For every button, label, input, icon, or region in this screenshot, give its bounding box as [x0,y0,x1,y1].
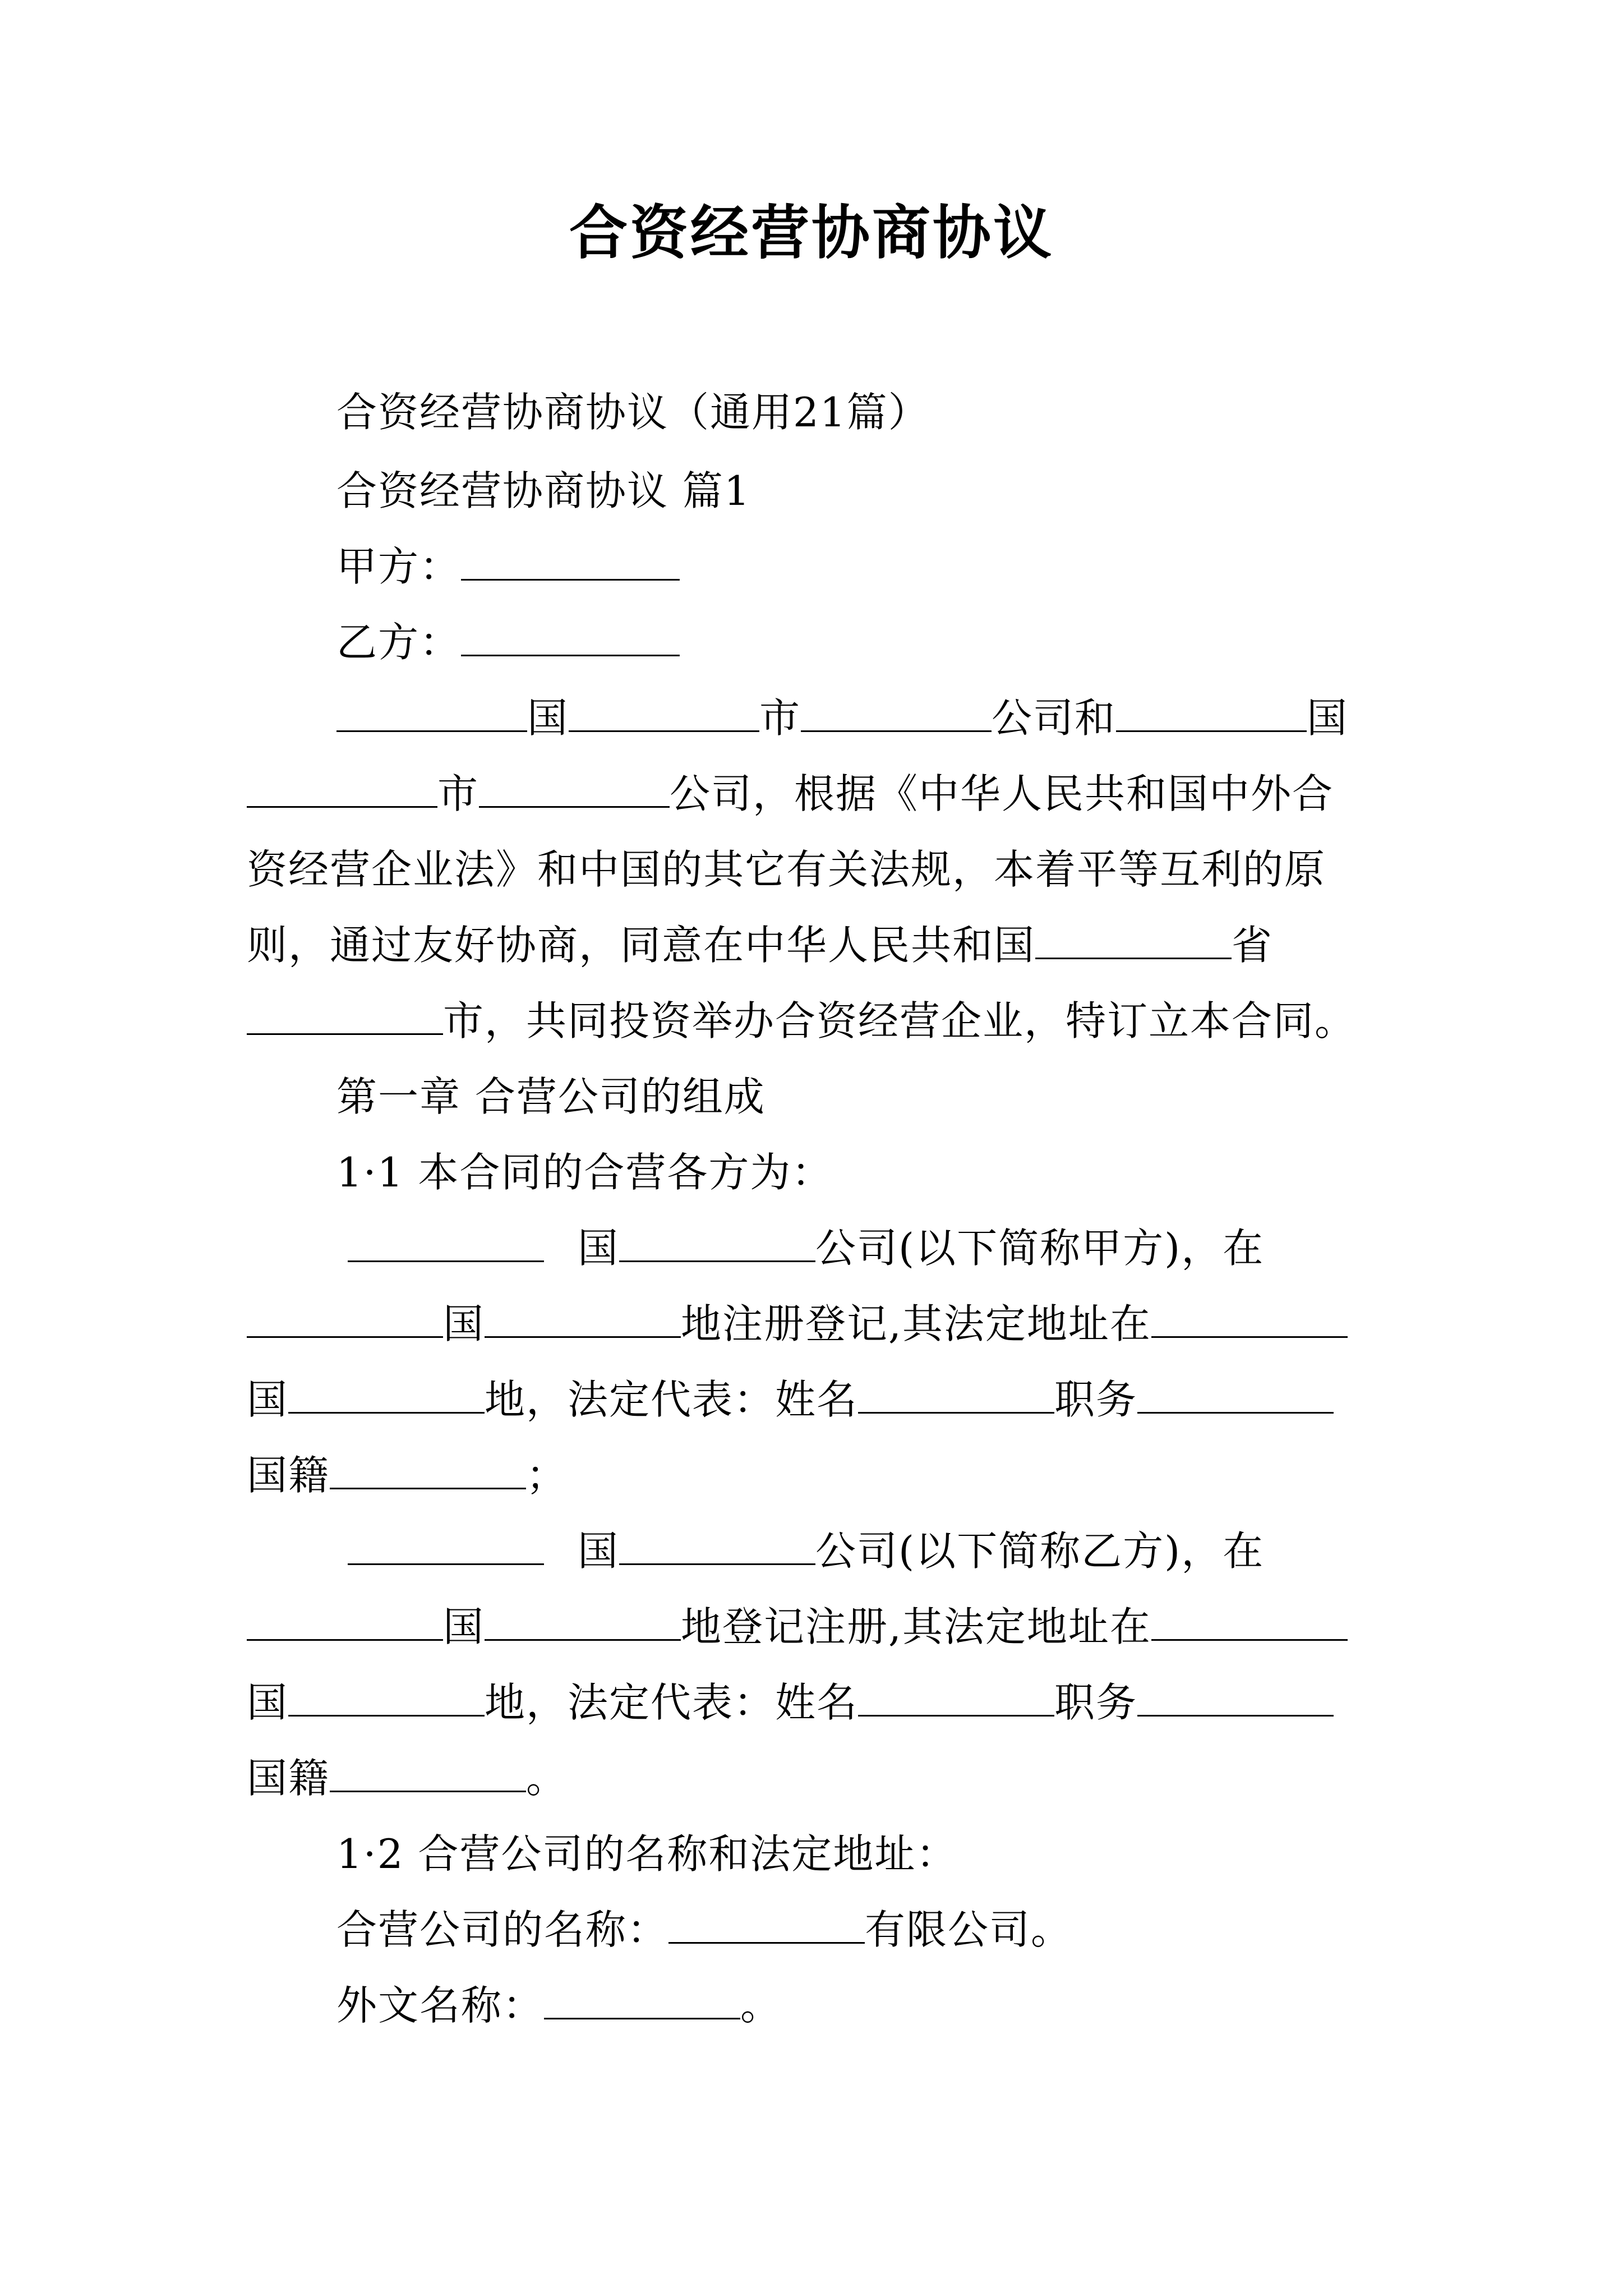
text: 市，共同投资举办合资经营企业，特订立本合同。 [443,997,1357,1045]
text: 公司(以下简称乙方)，在 [815,1527,1265,1575]
blank [247,789,437,808]
intro-line-3: 资经营企业法》和中国的其它有关法规，本着平等互利的原 [247,846,1326,893]
jv-name-blank [668,1925,865,1944]
blank [1137,1395,1334,1414]
text: 公司，根据《中华人民共和国中外合 [670,770,1334,817]
blank [330,1774,526,1792]
blank [247,1622,443,1641]
jv-name-suffix: 有限公司。 [865,1906,1073,1953]
party-a-line [336,539,680,595]
blank [1035,941,1232,959]
jv-name-line [336,1902,1072,1958]
text: 国 [1307,694,1349,742]
blank [336,714,527,732]
text: 职务 [1054,1376,1138,1423]
text: 省 [1232,922,1274,969]
blank [858,1395,1054,1414]
text: 国 [247,1679,289,1726]
blank [619,1244,815,1262]
text: 市 [437,770,479,817]
blank [348,1547,544,1565]
blank [569,714,759,732]
blank [858,1698,1054,1717]
foreign-name-label: 外文名称： [336,1982,545,2029]
text: 。 [526,1755,568,1802]
party-b-label: 乙方： [336,619,462,666]
party-b-clause-line-3 [247,1674,1334,1731]
blank [247,1319,443,1338]
text: 公司和 [992,694,1117,742]
party-b-blank [461,638,680,656]
party-a-clause-line-4 [247,1447,568,1503]
party-a-clause-line-1 [348,1220,1264,1276]
text: 国 [578,1527,620,1575]
text: 国籍 [247,1452,330,1499]
blank [619,1547,815,1565]
party-a-label: 甲方： [336,543,462,590]
text: 地登记注册,其法定地址在 [681,1603,1151,1650]
intro-line-2 [247,766,1334,822]
blank [330,1471,526,1489]
blank [247,1016,443,1035]
blank [288,1395,485,1414]
party-b-line [336,614,680,670]
blank [485,1319,681,1338]
party-b-clause-line-1 [348,1523,1264,1579]
intro-line-5 [247,993,1356,1049]
text: 公司(以下简称甲方)，在 [815,1225,1265,1272]
document-subtitle: 合资经营协商协议（通用21篇） [336,389,930,436]
text: 地，法定代表：姓名 [485,1376,859,1423]
text: 市 [759,694,801,742]
text: ； [526,1452,568,1499]
party-a-clause-line-3 [247,1372,1334,1428]
document-title: 合资经营协商协议 [569,198,1054,267]
chapter-heading: 第一章 合营公司的组成 [336,1073,766,1120]
blank [1151,1319,1348,1338]
clause-1-2: 1·2 合营公司的名称和法定地址： [336,1830,958,1878]
foreign-name-blank [544,2001,740,2019]
text: 地注册登记,其法定地址在 [681,1300,1151,1347]
blank [485,1622,681,1641]
text: 职务 [1054,1679,1138,1726]
party-b-clause-line-4 [247,1750,568,1806]
text: 国 [247,1376,289,1423]
blank [801,714,992,732]
blank [479,789,670,808]
jv-name-label: 合营公司的名称： [336,1906,669,1953]
text: 地，法定代表：姓名 [485,1679,859,1726]
text: 国 [443,1300,485,1347]
intro-line-1 [336,690,1348,746]
party-a-blank [461,562,680,581]
text: 则，通过友好协商，同意在中华人民共和国 [247,922,1036,969]
party-b-clause-line-2 [247,1599,1348,1655]
blank [1151,1622,1348,1641]
clause-1-1: 1·1 本合同的合营各方为： [336,1149,833,1196]
text: 国 [443,1603,485,1650]
blank [348,1244,544,1262]
blank [1116,714,1307,732]
text: 国 [527,694,569,742]
blank [288,1698,485,1717]
foreign-name-line [336,1977,782,2033]
blank [1137,1698,1334,1717]
intro-line-4 [247,917,1273,973]
section-heading: 合资经营协商协议 篇1 [336,467,751,514]
text: 国籍 [247,1755,330,1802]
foreign-name-suffix: 。 [740,1982,782,2029]
text: 国 [578,1225,620,1272]
party-a-clause-line-2 [247,1296,1348,1352]
